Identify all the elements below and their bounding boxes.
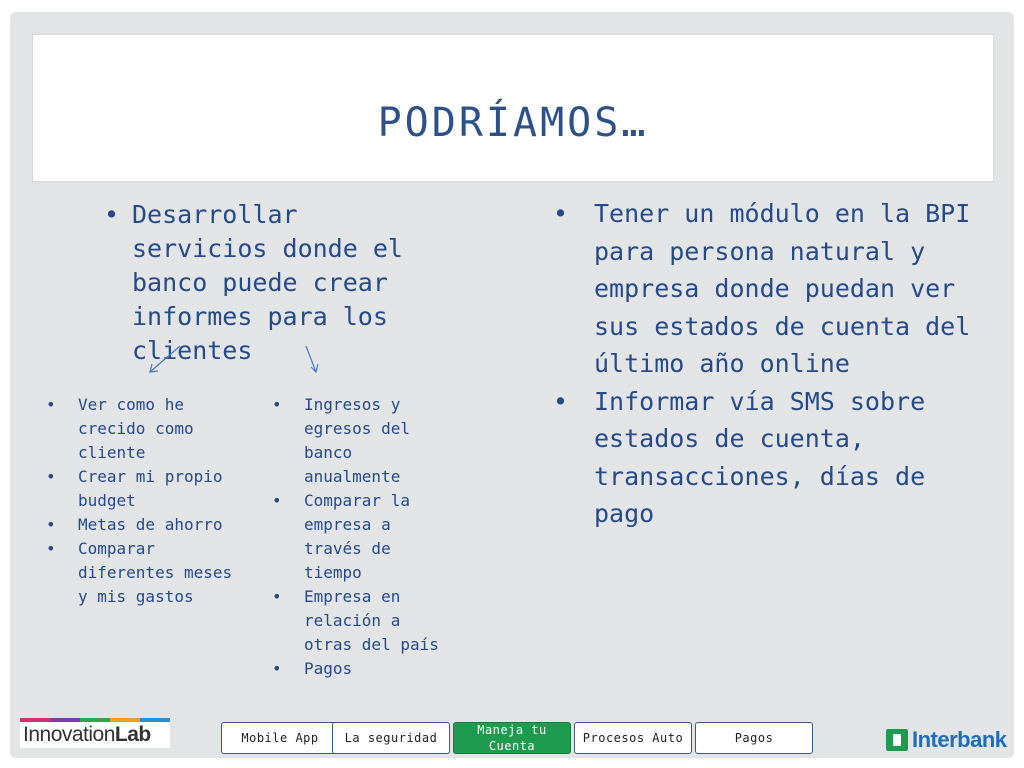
list-item-text: Comparar diferentes meses y mis gastos (78, 539, 233, 606)
bullet: • (272, 587, 282, 606)
bullet: • (46, 395, 56, 414)
list-item-text: Tener un módulo en la BPI para persona natural y empresa donde puedan ver sus estados de cuenta del último año online (594, 199, 971, 378)
arrow-right-down-icon (306, 346, 318, 372)
bullet: • (553, 386, 569, 416)
bullet: • (104, 200, 120, 229)
list-item-text: Empresa en relación a otras del país (304, 587, 439, 654)
logo-text-part-bold: Lab (114, 723, 151, 746)
bullet: • (272, 659, 282, 678)
nav-maneja-tu-cuenta[interactable] (453, 722, 571, 754)
list-item-text: Metas de ahorro (78, 515, 223, 534)
bullet: • (272, 491, 282, 510)
logo-text-part: Innovation (23, 723, 115, 746)
nav-label: La seguridad (344, 731, 438, 745)
nav-label: Procesos Auto (582, 731, 684, 745)
list-item-text: Informar vía SMS sobre estados de cuenta, transacciones, días de pago (594, 386, 926, 528)
bullet: • (272, 395, 282, 414)
interbank-text: Interbank (912, 727, 1007, 752)
list-item-text: Comparar la empresa a través de tiempo (304, 491, 410, 582)
nav-la-seguridad[interactable] (332, 722, 450, 754)
bullet: • (46, 515, 56, 534)
arrow-left-down-icon (150, 346, 180, 372)
list-item-text: Ver como he crecido como cliente (78, 395, 194, 462)
bullet: • (46, 539, 56, 558)
nav-label: Maneja tu Cuenta (477, 723, 547, 753)
nav-procesos-auto[interactable] (574, 722, 692, 754)
list-item-text: Ingresos y egresos del banco anualmente (304, 395, 410, 486)
slide-title: PODRÍAMOS… (377, 100, 649, 146)
nav-pagos[interactable] (695, 722, 813, 754)
list-item-text: Crear mi propio budget (78, 467, 223, 510)
nav-label: Pagos (734, 731, 774, 745)
nav-label: Mobile App (241, 731, 319, 745)
interbank-logo (886, 727, 1010, 753)
bullet: • (46, 467, 56, 486)
interbank-mark-icon (886, 729, 908, 751)
bullet: • (553, 199, 569, 228)
list-item-text: Pagos (304, 659, 353, 678)
logo-text (23, 724, 151, 745)
nav-mobile-app[interactable] (221, 722, 339, 754)
innovationlab-logo (20, 718, 170, 748)
list-item-text: Desarrollar servicios donde el banco puede crear informes para los clientes (132, 200, 403, 365)
